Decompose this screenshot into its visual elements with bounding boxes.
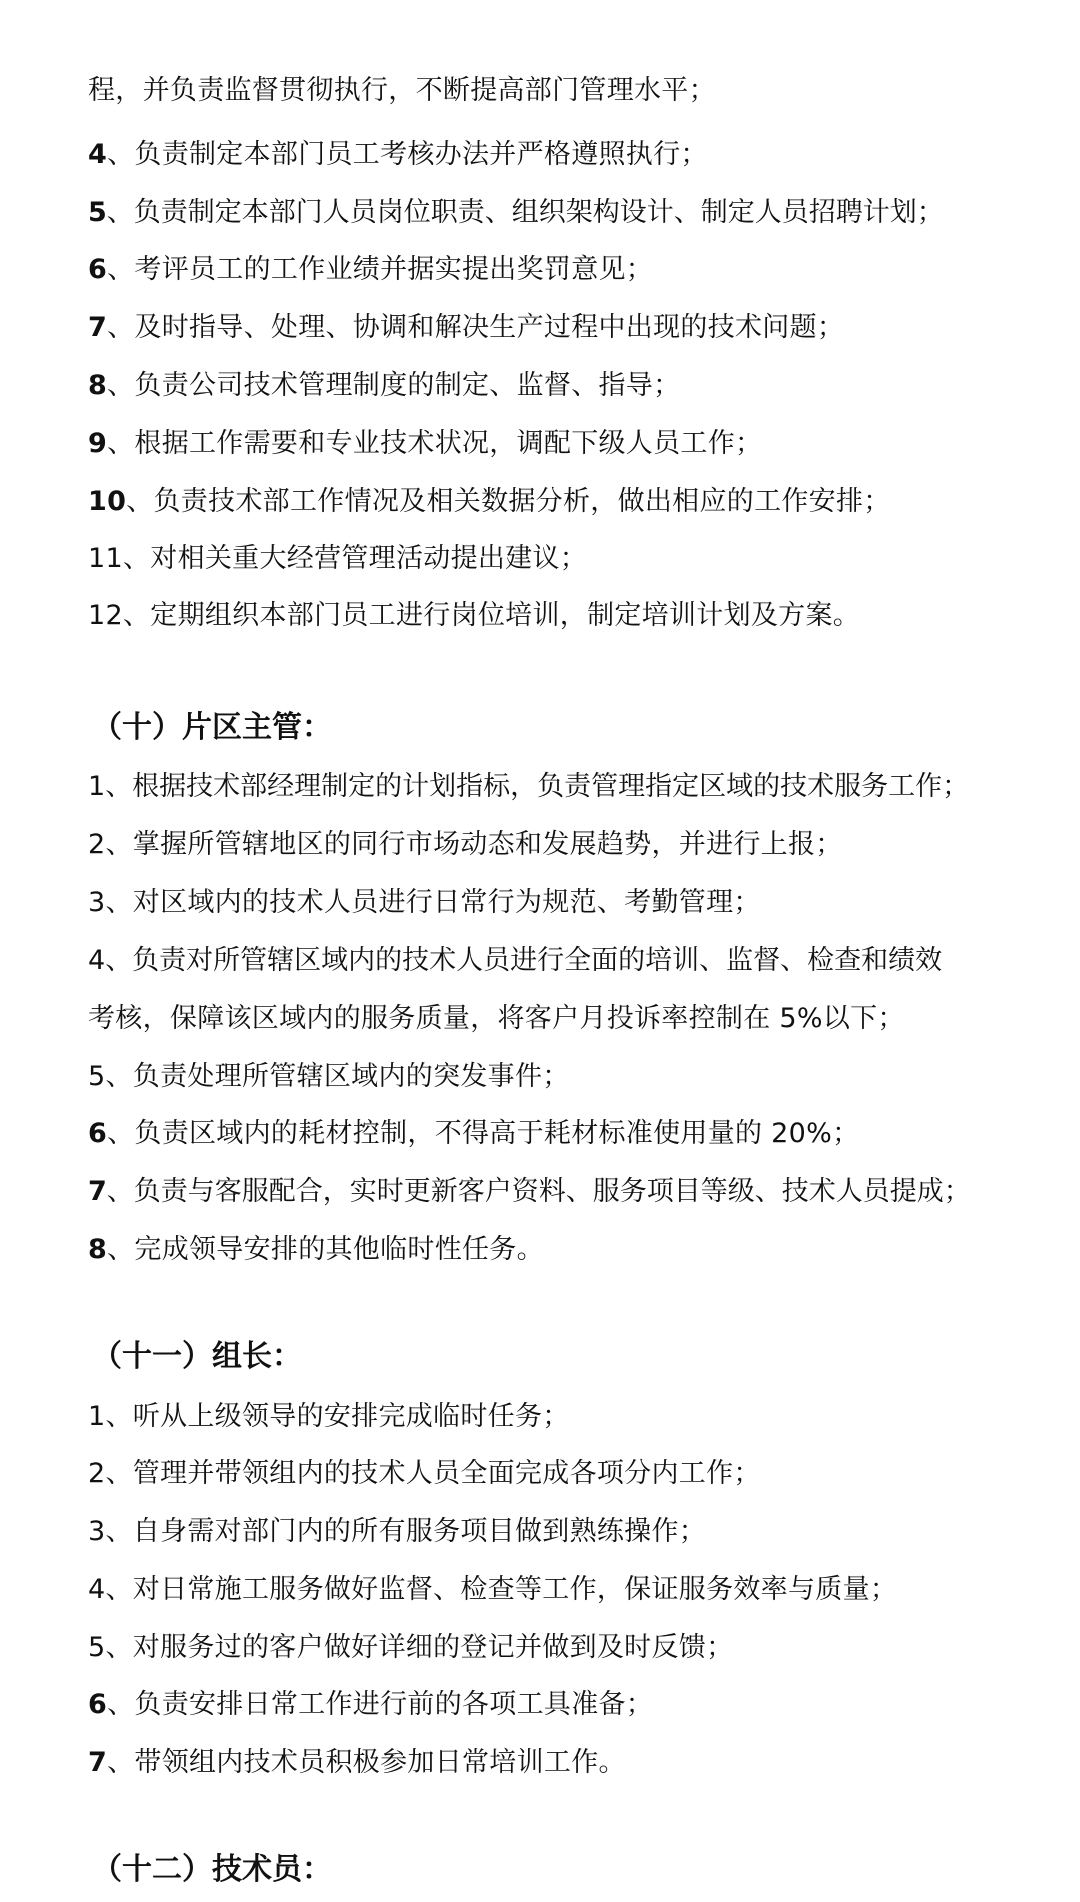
item-text: 、定期组织本部门员工进行岗位培训，制定培训计划及方案。 bbox=[122, 600, 861, 631]
list-item bbox=[88, 138, 708, 172]
item-text: 、对日常施工服务做好监督、检查等工作，保证服务效率与质量； bbox=[105, 1574, 898, 1605]
item-text: 、负责技术部工作情况及相关数据分析，做出相应的工作安排； bbox=[126, 486, 891, 517]
list-item bbox=[88, 1688, 653, 1722]
item-number: 10 bbox=[88, 486, 127, 517]
list-item bbox=[88, 1515, 706, 1549]
paragraph-continuation bbox=[88, 74, 716, 108]
item-text: 、完成领导安排的其他临时性任务。 bbox=[107, 1234, 544, 1265]
list-item bbox=[88, 196, 944, 230]
item-number: 11 bbox=[88, 543, 123, 574]
item-text: 、负责公司技术管理制度的制定、监督、指导； bbox=[107, 370, 681, 401]
item-number: 8 bbox=[88, 370, 108, 401]
item-number: 1 bbox=[88, 771, 106, 802]
item-text: 、自身需对部门内的所有服务项目做到熟练操作； bbox=[105, 1516, 707, 1547]
list-item bbox=[88, 1233, 544, 1267]
list-item bbox=[88, 542, 587, 576]
section-heading-11: （十一）组长： bbox=[92, 1339, 302, 1374]
item-number: 2 bbox=[88, 1458, 106, 1489]
item-number: 4 bbox=[88, 945, 106, 976]
item-text: 、负责制定本部门员工考核办法并严格遵照执行； bbox=[107, 139, 708, 170]
item-text: 、根据技术部经理制定的计划指标，负责管理指定区域的技术服务工作； bbox=[105, 771, 970, 802]
item-number: 7 bbox=[88, 1747, 108, 1778]
item-number: 5 bbox=[88, 1061, 106, 1092]
item-text: 、管理并带领组内的技术人员全面完成各项分内工作； bbox=[105, 1458, 761, 1489]
list-item-continuation bbox=[88, 1002, 905, 1036]
section-heading-10: （十）片区主管： bbox=[92, 710, 332, 745]
item-number: 6 bbox=[88, 1118, 108, 1149]
item-number: 9 bbox=[88, 428, 108, 459]
item-text: 、对服务过的客户做好详细的登记并做到及时反馈； bbox=[105, 1632, 734, 1663]
list-item bbox=[88, 253, 653, 287]
item-text: 考核，保障该区域内的服务质量，将客户月投诉率控制在 5%以下； bbox=[88, 1003, 905, 1034]
item-text: 、负责制定本部门人员岗位职责、组织架构设计、制定人员招聘计划； bbox=[106, 197, 944, 228]
list-item bbox=[88, 1117, 859, 1151]
item-text: 、负责对所管辖区域内的技术人员进行全面的培训、监督、检查和绩效 bbox=[105, 945, 943, 976]
item-number: 12 bbox=[88, 600, 123, 631]
list-item bbox=[88, 944, 942, 978]
list-item bbox=[88, 1631, 733, 1665]
item-number: 3 bbox=[88, 887, 106, 918]
list-item bbox=[88, 369, 680, 403]
list-item bbox=[88, 1746, 626, 1780]
item-number: 4 bbox=[88, 1574, 106, 1605]
list-item bbox=[88, 770, 969, 804]
item-number: 2 bbox=[88, 829, 106, 860]
item-text: 、负责安排日常工作进行前的各项工具准备； bbox=[107, 1689, 654, 1720]
item-text: 、考评员工的工作业绩并据实提出奖罚意见； bbox=[107, 254, 654, 285]
item-number: 3 bbox=[88, 1516, 106, 1547]
item-number: 8 bbox=[88, 1234, 108, 1265]
list-item bbox=[88, 1457, 761, 1491]
list-item bbox=[88, 828, 843, 862]
list-item bbox=[88, 1573, 897, 1607]
item-number: 6 bbox=[88, 1689, 108, 1720]
list-item bbox=[88, 427, 762, 461]
item-number: 5 bbox=[88, 1632, 106, 1663]
item-text: 、掌握所管辖地区的同行市场动态和发展趋势，并进行上报； bbox=[105, 829, 843, 860]
item-text: 、负责处理所管辖区域内的突发事件； bbox=[105, 1061, 570, 1092]
item-text: 、带领组内技术员积极参加日常培训工作。 bbox=[107, 1747, 626, 1778]
item-text: 、听从上级领导的安排完成临时任务； bbox=[105, 1401, 570, 1432]
item-text: 、及时指导、处理、协调和解决生产过程中出现的技术问题； bbox=[107, 312, 845, 343]
list-item bbox=[88, 599, 860, 633]
list-item bbox=[88, 1400, 570, 1434]
list-item bbox=[88, 886, 761, 920]
item-text: 、负责区域内的耗材控制，不得高于耗材标准使用量的 20%； bbox=[107, 1118, 860, 1149]
list-item bbox=[88, 1175, 971, 1209]
item-number: 6 bbox=[88, 254, 108, 285]
list-item bbox=[88, 311, 844, 345]
item-text: 、根据工作需要和专业技术状况，调配下级人员工作； bbox=[107, 428, 763, 459]
item-number: 7 bbox=[88, 1176, 107, 1207]
item-text: 、对区域内的技术人员进行日常行为规范、考勤管理； bbox=[105, 887, 761, 918]
item-text: 、负责与客服配合，实时更新客户资料、服务项目等级、技术人员提成； bbox=[106, 1176, 971, 1207]
list-item bbox=[88, 1060, 570, 1094]
item-number: 7 bbox=[88, 312, 108, 343]
list-item bbox=[88, 485, 891, 519]
item-number: 1 bbox=[88, 1401, 106, 1432]
item-number: 4 bbox=[88, 139, 108, 170]
paragraph-text: 程，并负责监督贯彻执行，不断提高部门管理水平； bbox=[88, 75, 716, 106]
item-text: 、对相关重大经营管理活动提出建议； bbox=[122, 543, 588, 574]
section-heading-12: （十二）技术员： bbox=[92, 1852, 332, 1887]
item-number: 5 bbox=[88, 197, 107, 228]
